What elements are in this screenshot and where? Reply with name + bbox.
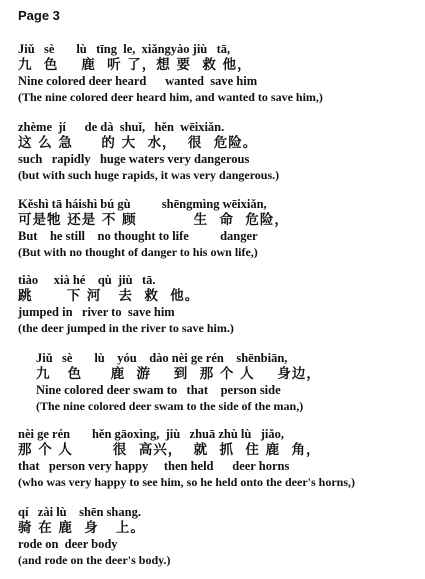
stanza-1: [18, 41, 421, 105]
pinyin-line: zhème jí de dà shuǐ, hěn wēixiǎn.: [18, 120, 225, 134]
chinese-line: 跳 下 河 去 救 他。: [18, 288, 200, 304]
english-gloss-line: such rapidly huge waters very dangerous: [18, 152, 250, 166]
chinese-line: 骑 在 鹿 身 上。: [18, 520, 145, 536]
pinyin-line: tiào xià hé qù jiù tā.: [18, 273, 156, 287]
chinese-line: 这 么 急 的 大 水， 很 危险。: [18, 135, 258, 151]
translation-line: (who was very happy to see him, so he held onto the deer's horns,): [18, 475, 356, 489]
chinese-line: 那 个 人 很 高兴， 就 抓 住 鹿 角，: [18, 442, 321, 458]
stanza-2: [18, 119, 421, 183]
translation-line: (but with such huge rapids, it was very dangerous.): [18, 168, 280, 182]
pinyin-line: qí zài lù shēn shang.: [18, 505, 141, 519]
translation-line: (The nine colored deer heard him, and wanted to save him,): [18, 90, 323, 104]
stanza-4: [18, 272, 421, 336]
english-gloss-line: that person very happy then held deer horns: [18, 459, 290, 473]
english-gloss-line: Nine colored deer heard wanted save him: [18, 74, 258, 88]
english-gloss-line: Nine colored deer swam to that person side: [36, 383, 281, 397]
english-gloss-line: But he still no thought to life danger: [18, 229, 258, 243]
translation-line: (The nine colored deer swam to the side of the man,): [36, 399, 304, 413]
translation-line: (and rode on the deer's body.): [18, 553, 171, 567]
english-gloss-line: jumped in river to save him: [18, 305, 175, 319]
pinyin-line: Kěshì tā háishì bú gù shēngmìng wēixiǎn,: [18, 197, 267, 211]
chinese-line: 可是牠 还是 不 顾 生 命 危险，: [18, 212, 289, 228]
stanza-7: [18, 504, 421, 568]
translation-line: (But with no thought of danger to his own life,): [18, 245, 258, 259]
stanza-6: [18, 426, 421, 490]
english-gloss-line: rode on deer body: [18, 537, 118, 551]
chinese-line: 九 色 鹿 听 了，想 要 救 他，: [18, 57, 252, 73]
translation-line: (the deer jumped in the river to save him.): [18, 321, 234, 335]
pinyin-line: Jiǔ sè lù tīng le, xiǎngyào jiù tā,: [18, 42, 231, 56]
stanza-5: [36, 350, 421, 414]
page-number: Page 3: [18, 8, 60, 23]
pinyin-line: Jiǔ sè lù yóu dào nèi ge rén shēnbiān,: [36, 351, 288, 365]
pinyin-line: nèi ge rén hěn gāoxìng, jiù zhuā zhù lù jiǎo,: [18, 427, 284, 441]
stanza-3: [18, 196, 421, 260]
chinese-line: 九 色 鹿 游 到 那 个 人 身边，: [36, 366, 321, 382]
